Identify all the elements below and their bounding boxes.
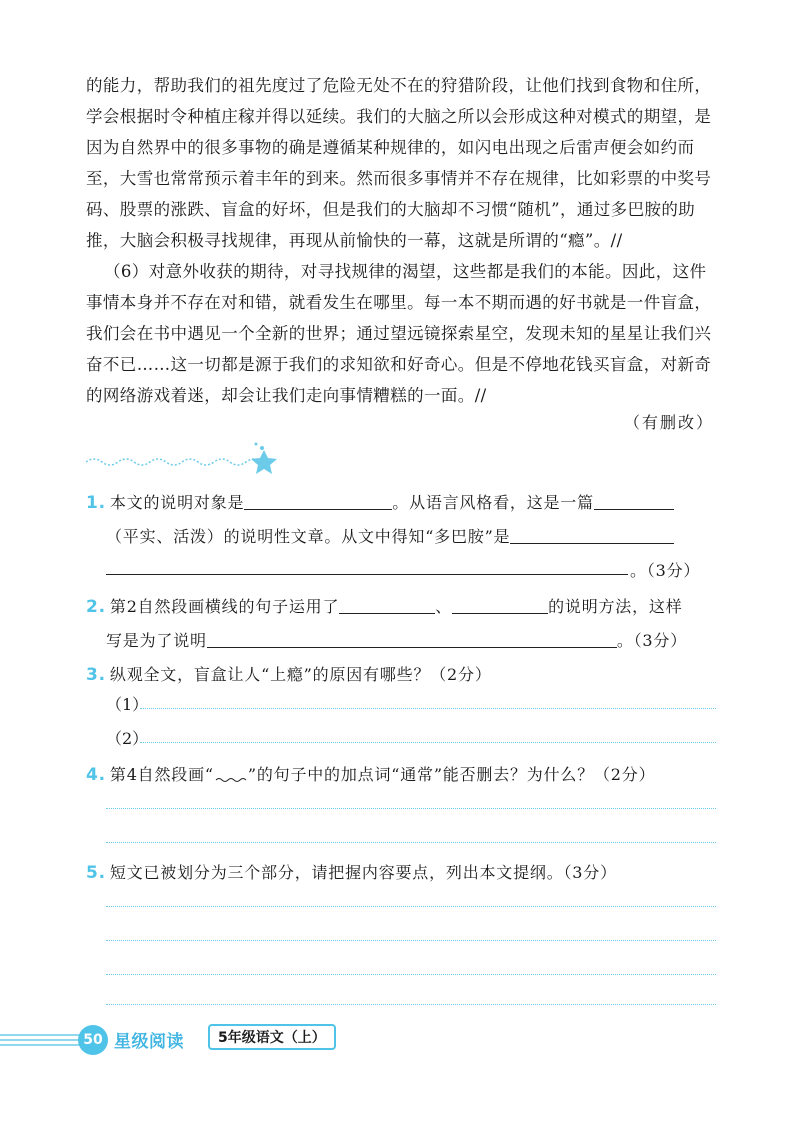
question-2-line-2 [106, 628, 718, 651]
question-number: 5. [86, 863, 106, 883]
question-text: 第2自然段画横线的句子运用了 [109, 597, 340, 616]
answer-blank[interactable] [510, 542, 674, 544]
question-text: 写是为了说明 [106, 631, 207, 650]
grade-label: 5年级语文（上） [208, 1024, 336, 1050]
answer-line[interactable] [106, 906, 716, 907]
answer-line[interactable] [106, 1004, 716, 1005]
question-text: 。从语言风格看，这是一篇 [392, 493, 594, 512]
question-text: 本文的说明对象是 [109, 493, 245, 512]
source-note: （有删改） [623, 413, 714, 432]
wavy-divider-icon [86, 440, 286, 474]
question-2 [86, 594, 718, 617]
question-text: 短文已被划分为三个部分，请把握内容要点，列出本文提纲。（3分） [109, 863, 617, 882]
question-4 [86, 762, 718, 785]
answer-line[interactable] [106, 974, 716, 975]
answer-blank[interactable] [207, 646, 617, 648]
score-label: 。（3分） [616, 631, 687, 650]
question-text: 第4自然段画“ [109, 765, 214, 784]
question-text: ”的句子中的加点词“通常”能否删去？为什么？（2分） [247, 765, 656, 784]
answer-line[interactable] [140, 742, 716, 743]
question-number: 1. [86, 493, 106, 513]
answer-line[interactable] [106, 574, 628, 575]
answer-blank[interactable] [594, 508, 674, 510]
question-number: 3. [86, 665, 106, 685]
question-number: 2. [86, 597, 106, 617]
question-5 [86, 860, 718, 883]
question-3 [86, 662, 718, 685]
paragraph-6: （6）对意外收获的期待，对寻找规律的渴望，这些都是我们的本能。因此，这件事情本身并不存在对和错，就看发生在哪里。每一本不期而遇的好书就是一件盲盒，我们会在书中遇见一个全新的世界；通过望远镜探索星空，发现未知的星星让我们兴奋不已……这一切都是源于我们的求知欲和好奇心。但是不停地花钱买盲盒，对新奇的网络游戏着迷，却会让我们走向事情糟糕的一面。// [86, 262, 712, 405]
page-number: 50 [78, 1025, 108, 1055]
question-1-line-2 [106, 524, 716, 547]
sub-label-2: （2） [106, 729, 149, 748]
answer-line[interactable] [106, 842, 716, 843]
answer-line[interactable] [106, 808, 716, 809]
sub-label-1: （1） [106, 695, 149, 714]
answer-blank[interactable] [452, 612, 548, 614]
score-label: 。（3分） [630, 561, 701, 580]
answer-line[interactable] [106, 940, 716, 941]
question-1 [86, 490, 718, 513]
answer-line[interactable] [140, 708, 716, 709]
footer-lines-icon [0, 1033, 80, 1049]
question-text: （平实、活泼）的说明性文章。从文中得知“多巴胺”是 [106, 527, 511, 546]
page-footer [0, 1022, 800, 1062]
question-text: 的说明方法，这样 [548, 597, 683, 616]
answer-blank[interactable] [339, 612, 435, 614]
question-number: 4. [86, 765, 106, 785]
wavy-underline-icon [214, 768, 248, 784]
question-text: 纵观全文，盲盒让人“上瘾”的原因有哪些？（2分） [109, 665, 492, 684]
separator: 、 [435, 597, 453, 616]
reading-passage [86, 70, 716, 411]
brand-logo: 星级阅读 [114, 1032, 184, 1052]
answer-blank[interactable] [244, 508, 392, 510]
paragraph-5-end: 的能力，帮助我们的祖先度过了危险无处不在的狩猎阶段，让他们找到食物和住所，学会根据时令种植庄稼并得以延续。我们的大脑之所以会形成这种对模式的期望，是因为自然界中的很多事物的确是遵循某种规律的，如闪电出现之后雷声便会如约而至，大雪也常常预示着丰年的到来。然而很多事情并不存在规律，比如彩票的中奖号码、股票的涨跌、盲盒的好坏，但是我们的大脑却不习惯“随机”，通过多巴胺的助推，大脑会积极寻找规律，再现从前愉快的一幕，这就是所谓的“瘾”。// [86, 76, 712, 250]
